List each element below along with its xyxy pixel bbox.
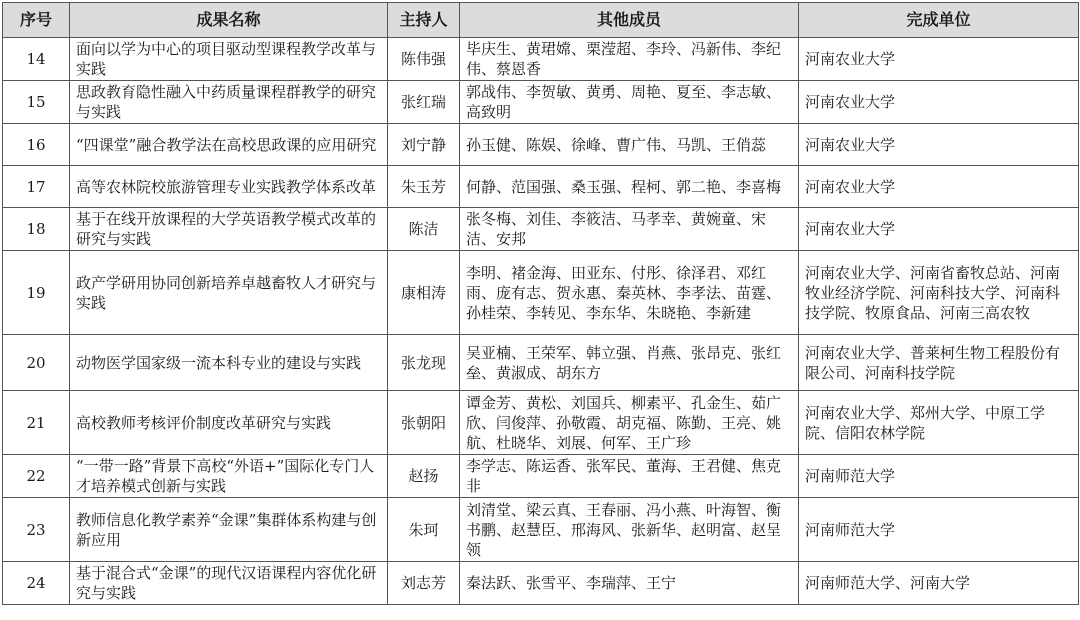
other-members: 刘清堂、梁云真、王春丽、冯小燕、叶海智、衡书鹏、赵慧臣、邢海风、张新华、赵明富、赵呈领 <box>460 498 799 562</box>
table-row <box>3 498 1079 562</box>
host-name: 刘志芳 <box>388 562 460 605</box>
table-row <box>3 81 1079 124</box>
other-members: 吴亚楠、王荣军、韩立强、肖燕、张昂克、张红垒、黄淑成、胡东方 <box>460 335 799 391</box>
row-index: 15 <box>3 81 70 124</box>
row-index: 22 <box>3 455 70 498</box>
achievement-name: “一带一路”背景下高校“外语+”国际化专门人才培养模式创新与实践 <box>70 455 388 498</box>
table-row <box>3 124 1079 166</box>
other-members: 何静、范国强、桑玉强、程柯、郭二艳、李喜梅 <box>460 166 799 208</box>
row-index: 14 <box>3 38 70 81</box>
completing-unit: 河南师范大学 <box>799 455 1079 498</box>
table-header-row <box>3 3 1079 38</box>
row-index: 16 <box>3 124 70 166</box>
row-index: 21 <box>3 391 70 455</box>
row-index: 17 <box>3 166 70 208</box>
other-members: 毕庆生、黄珺嫦、栗滢超、李玲、冯新伟、李纪伟、蔡恩香 <box>460 38 799 81</box>
completing-unit: 河南师范大学 <box>799 498 1079 562</box>
achievement-name: 面向以学为中心的项目驱动型课程教学改革与实践 <box>70 38 388 81</box>
achievement-name: 政产学研用协同创新培养卓越畜牧人才研究与实践 <box>70 251 388 335</box>
other-members: 李学志、陈运香、张军民、董海、王君健、焦克非 <box>460 455 799 498</box>
header-completing-unit: 完成单位 <box>799 3 1079 38</box>
achievement-name: 基于在线开放课程的大学英语教学模式改革的研究与实践 <box>70 208 388 251</box>
table-row <box>3 335 1079 391</box>
host-name: 陈洁 <box>388 208 460 251</box>
completing-unit: 河南农业大学 <box>799 208 1079 251</box>
completing-unit: 河南农业大学 <box>799 166 1079 208</box>
other-members: 谭金芳、黄松、刘国兵、柳素平、孔金生、茹广欣、闫俊萍、孙敬霞、胡克福、陈勤、王亮、姚航、杜晓华、刘展、何军、王广珍 <box>460 391 799 455</box>
header-index: 序号 <box>3 3 70 38</box>
host-name: 康相涛 <box>388 251 460 335</box>
completing-unit: 河南农业大学 <box>799 124 1079 166</box>
table-row <box>3 166 1079 208</box>
other-members: 李明、褚金海、田亚东、付彤、徐泽君、邓红雨、庞有志、贺永惠、秦英林、李孝法、苗霆、孙桂荣、李转见、李东华、朱晓艳、李新建 <box>460 251 799 335</box>
host-name: 朱珂 <box>388 498 460 562</box>
host-name: 赵扬 <box>388 455 460 498</box>
completing-unit: 河南农业大学、普莱柯生物工程股份有限公司、河南科技学院 <box>799 335 1079 391</box>
other-members: 秦法跃、张雪平、李瑞萍、王宁 <box>460 562 799 605</box>
row-index: 24 <box>3 562 70 605</box>
other-members: 张冬梅、刘佳、李筱洁、马孝幸、黄婉童、宋洁、安邦 <box>460 208 799 251</box>
header-achievement-name: 成果名称 <box>70 3 388 38</box>
row-index: 20 <box>3 335 70 391</box>
header-host: 主持人 <box>388 3 460 38</box>
completing-unit: 河南农业大学 <box>799 38 1079 81</box>
row-index: 18 <box>3 208 70 251</box>
host-name: 刘宁静 <box>388 124 460 166</box>
table-row <box>3 208 1079 251</box>
completing-unit: 河南农业大学 <box>799 81 1079 124</box>
completing-unit: 河南农业大学、郑州大学、中原工学院、信阳农林学院 <box>799 391 1079 455</box>
achievement-name: 教师信息化教学素养“金课”集群体系构建与创新应用 <box>70 498 388 562</box>
achievement-name: 高校教师考核评价制度改革研究与实践 <box>70 391 388 455</box>
host-name: 张红瑞 <box>388 81 460 124</box>
achievement-name: 思政教育隐性融入中药质量课程群教学的研究与实践 <box>70 81 388 124</box>
table-row <box>3 391 1079 455</box>
host-name: 陈伟强 <box>388 38 460 81</box>
achievement-name: “四课堂”融合教学法在高校思政课的应用研究 <box>70 124 388 166</box>
table-row <box>3 562 1079 605</box>
other-members: 郭战伟、李贺敏、黄勇、周艳、夏至、李志敏、高致明 <box>460 81 799 124</box>
table-row <box>3 455 1079 498</box>
host-name: 张龙现 <box>388 335 460 391</box>
row-index: 19 <box>3 251 70 335</box>
other-members: 孙玉健、陈娱、徐峰、曹广伟、马凯、王俏蕊 <box>460 124 799 166</box>
achievements-table <box>2 2 1079 605</box>
table-row <box>3 38 1079 81</box>
table-row <box>3 251 1079 335</box>
achievement-name: 高等农林院校旅游管理专业实践教学体系改革 <box>70 166 388 208</box>
row-index: 23 <box>3 498 70 562</box>
completing-unit: 河南师范大学、河南大学 <box>799 562 1079 605</box>
achievement-name: 基于混合式“金课”的现代汉语课程内容优化研究与实践 <box>70 562 388 605</box>
host-name: 张朝阳 <box>388 391 460 455</box>
header-other-members: 其他成员 <box>460 3 799 38</box>
achievement-name: 动物医学国家级一流本科专业的建设与实践 <box>70 335 388 391</box>
completing-unit: 河南农业大学、河南省畜牧总站、河南牧业经济学院、河南科技大学、河南科技学院、牧原食品、河南三高农牧 <box>799 251 1079 335</box>
host-name: 朱玉芳 <box>388 166 460 208</box>
